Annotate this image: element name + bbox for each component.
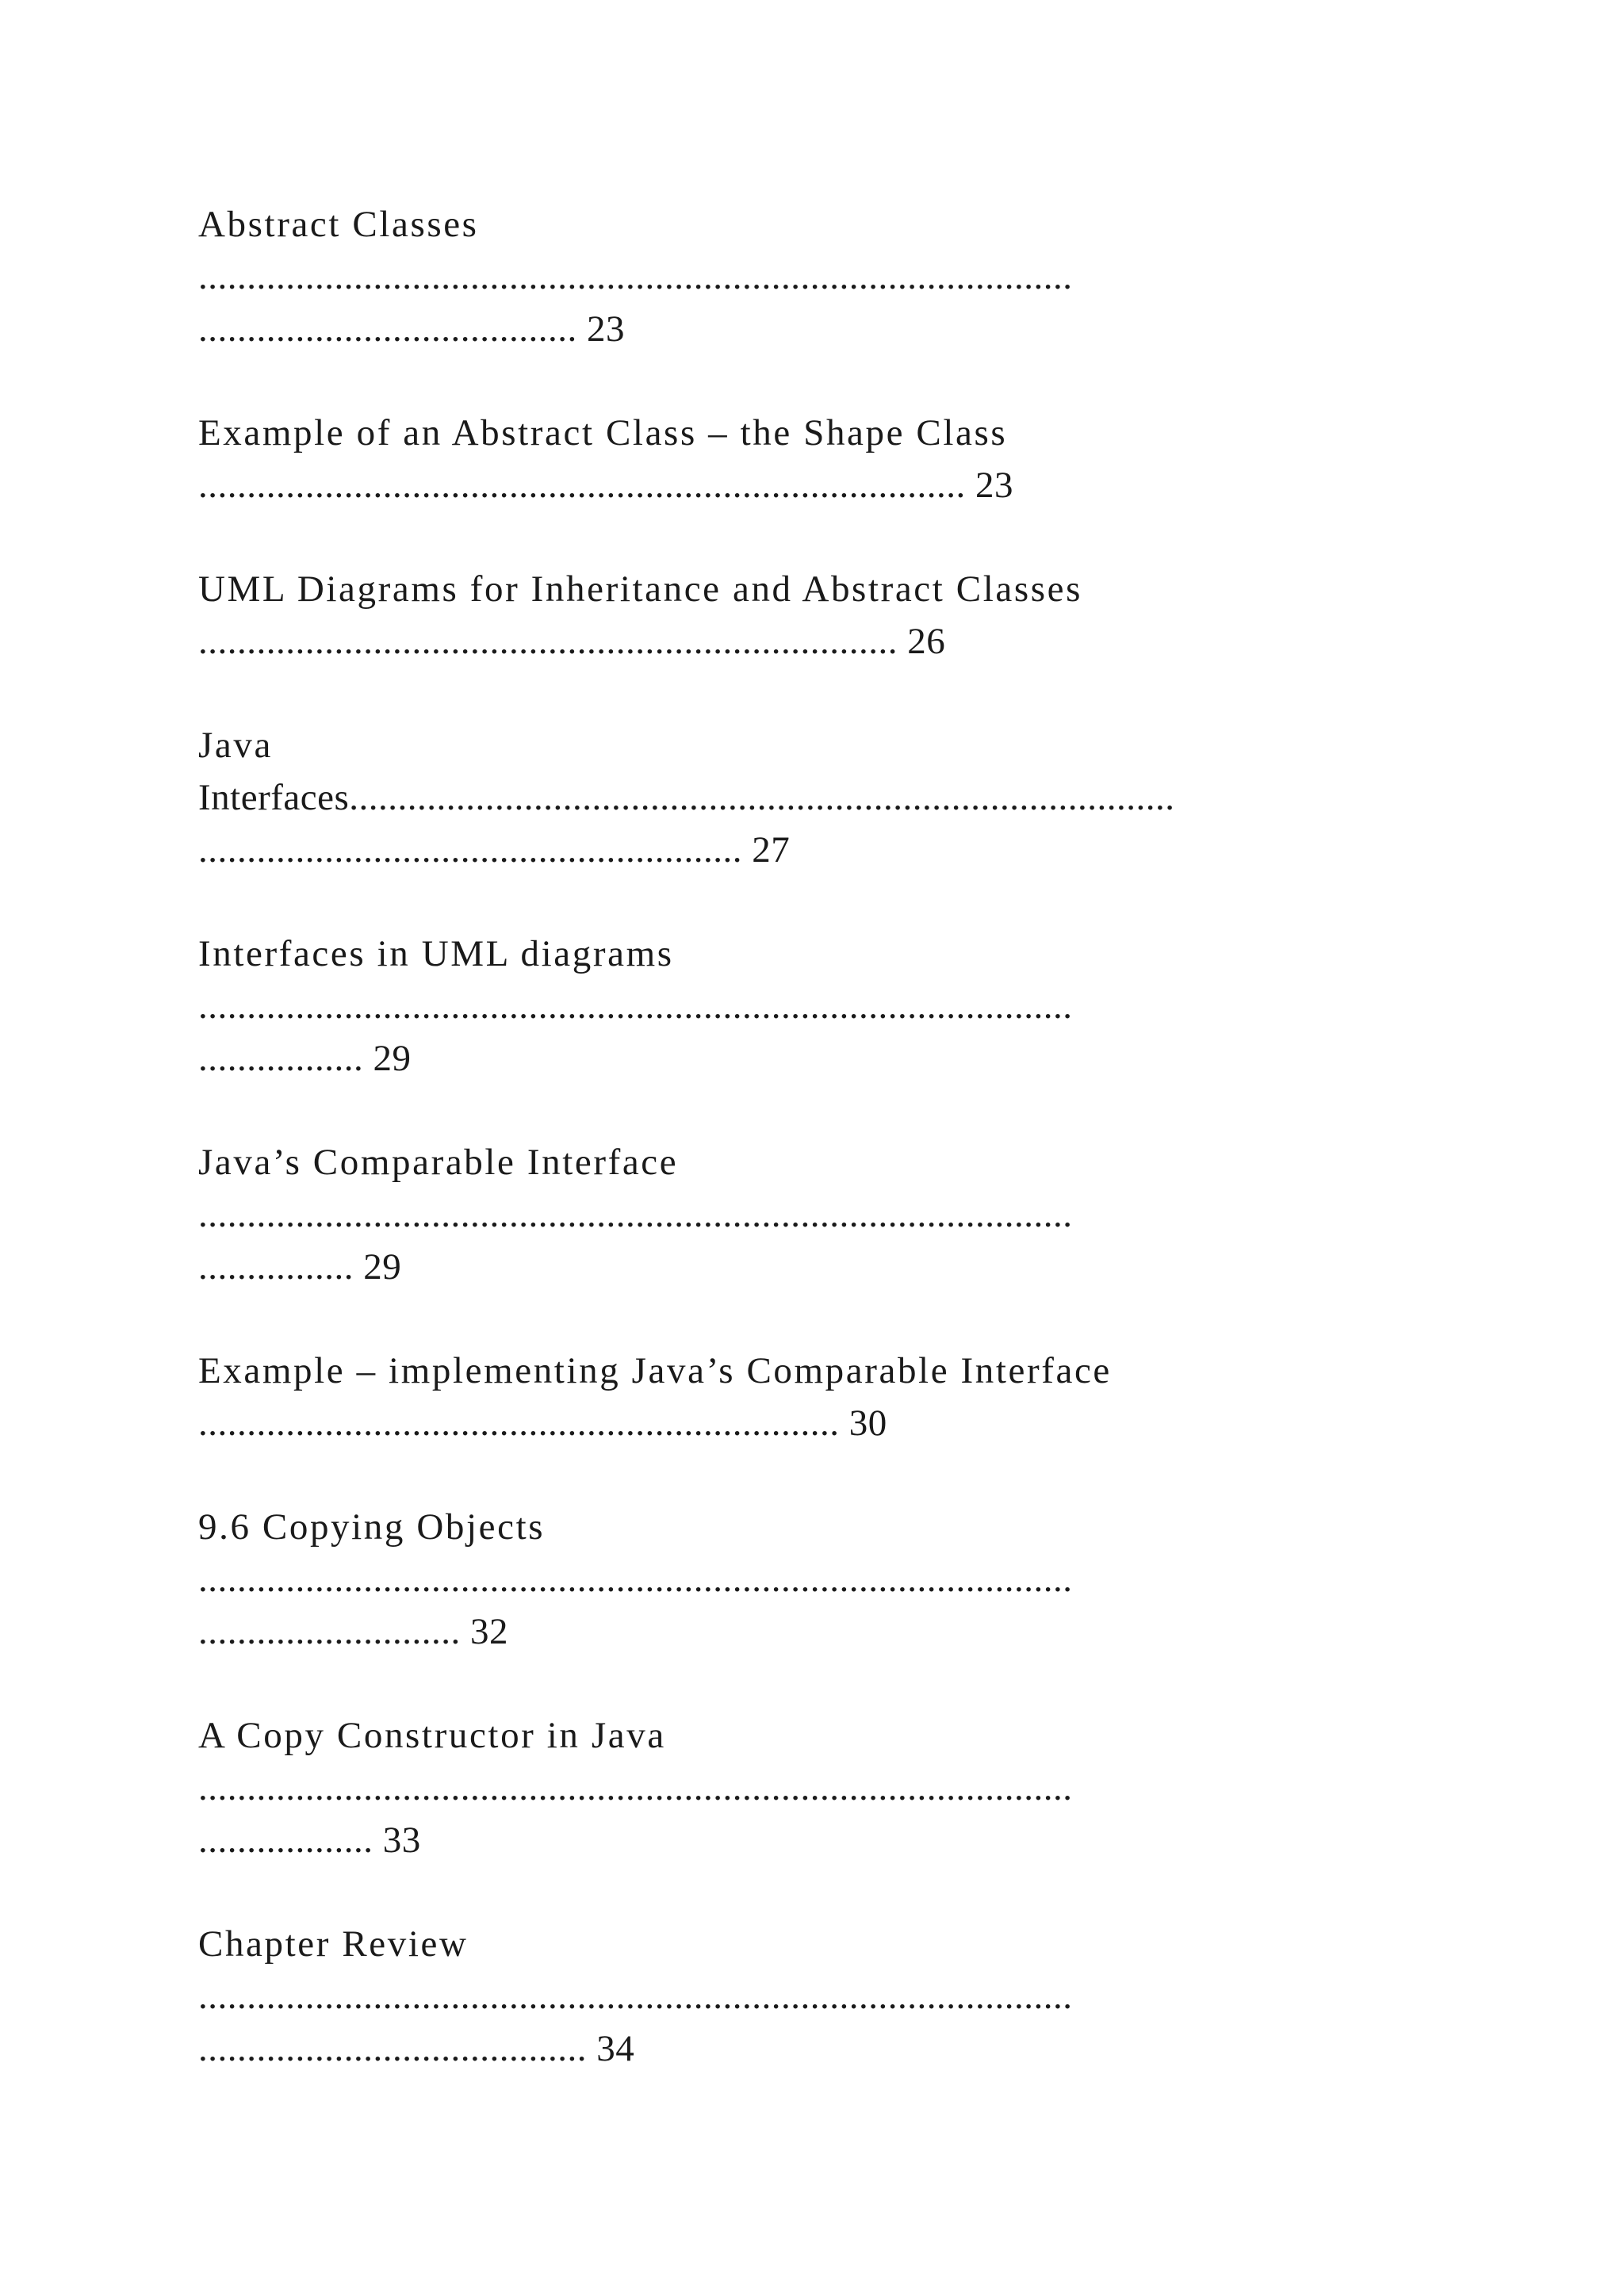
toc-entry-abstract-classes: [198, 198, 1483, 355]
toc-entry-title: UML Diagrams for Inheritance and Abstract Classes: [198, 568, 1082, 610]
toc-leader-page: ....................................... 23: [198, 308, 625, 350]
toc-leader-dots: ..........................................................................................: [198, 1559, 1073, 1600]
toc-entry-copying-objects: [198, 1501, 1483, 1658]
toc-leader-page: ................. 29: [198, 1038, 412, 1079]
toc-entry-uml-diagrams: [198, 563, 1483, 668]
toc-leader-page: ........................................................................ 26: [198, 621, 946, 662]
toc-entry-implementing-comparable: [198, 1345, 1483, 1449]
toc-leader-page: ........................................ 34: [198, 2028, 635, 2069]
toc-entry-java-interfaces: [198, 719, 1483, 876]
toc-entry-title: Chapter Review: [198, 1923, 469, 1965]
toc-entry-title: Example of an Abstract Class – the Shape Class: [198, 412, 1008, 453]
toc-entry-title: A Copy Constructor in Java: [198, 1715, 666, 1756]
toc-entry-title: Abstract Classes: [198, 204, 479, 245]
toc-entry-title: 9.6 Copying Objects: [198, 1506, 546, 1548]
toc-leader-page: ............................................................................... 23: [198, 465, 1013, 506]
toc-entry-title: Interfaces in UML diagrams: [198, 933, 674, 974]
toc-leader-dots: ..........................................................................................: [198, 256, 1073, 297]
toc-leader-page: ........................... 32: [198, 1611, 508, 1652]
toc-entry-title-continued: Interfaces.....................................................................................: [198, 777, 1175, 818]
toc-entry-interfaces-uml: [198, 928, 1483, 1085]
toc-entry-title: Java’s Comparable Interface: [198, 1142, 679, 1183]
toc-leader-dots: ..........................................................................................: [198, 985, 1073, 1027]
toc-leader-page: .................. 33: [198, 1820, 421, 1861]
toc-entry-copy-constructor: [198, 1709, 1483, 1866]
toc-leader-page: .................................................................. 30: [198, 1402, 887, 1444]
toc-entry-shape-class: [198, 407, 1483, 511]
toc-entry-title: Example – implementing Java’s Comparable Interface: [198, 1350, 1112, 1391]
toc-leader-dots: ..........................................................................................: [198, 1194, 1073, 1235]
toc-leader-page: ................ 29: [198, 1246, 402, 1288]
toc-leader-page: ........................................................ 27: [198, 829, 791, 871]
toc-entry-title: Java: [198, 725, 273, 766]
toc-leader-dots: ..........................................................................................: [198, 1976, 1073, 2017]
toc-entry-chapter-review: [198, 1918, 1483, 2075]
toc-leader-dots: ..........................................................................................: [198, 1767, 1073, 1808]
toc-entry-comparable-interface: [198, 1136, 1483, 1293]
